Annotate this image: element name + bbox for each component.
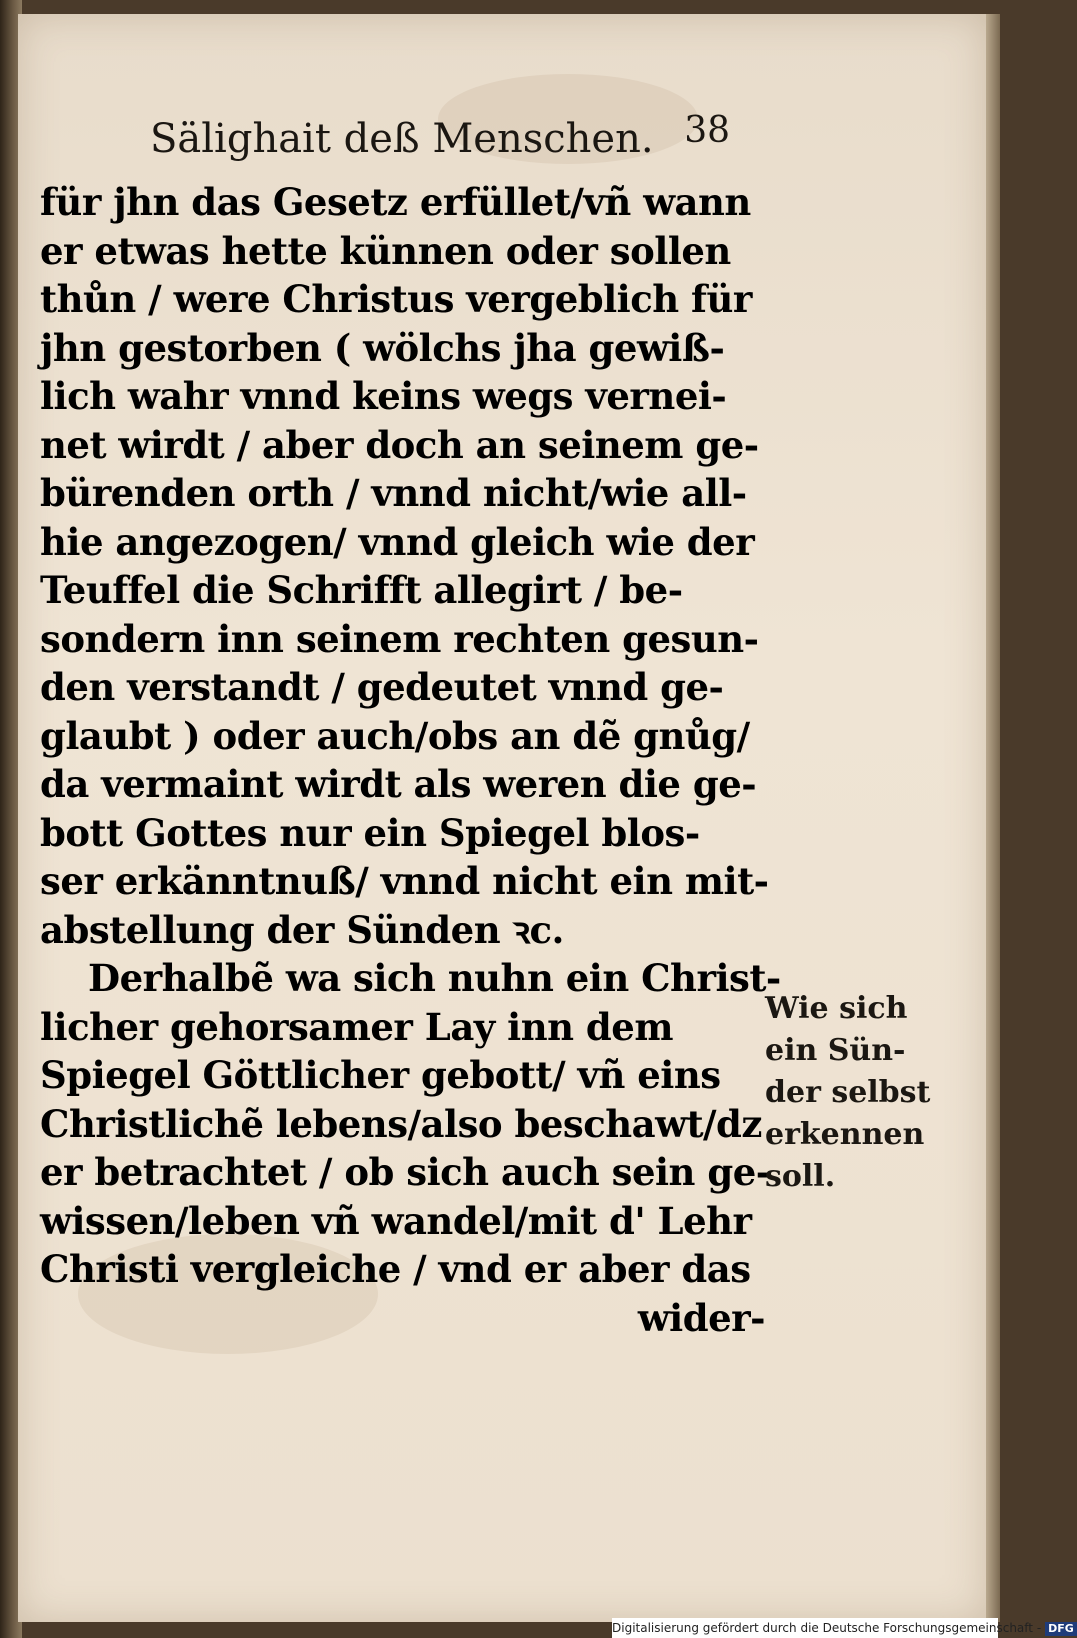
digitization-credit [612,1618,1074,1638]
marginal-note-line: erkennen [765,1117,925,1152]
text-line: er etwas hette künnen oder sollen [40,228,731,273]
text-line: den verstandt / gedeutet vnnd ge- [40,665,724,709]
paragraph-start-line: Derhalbẽ wa sich nuhn ein Christ- [88,956,781,1000]
text-line: Spiegel Göttlicher gebott/ vñ eins [40,1053,721,1097]
text-line: thůn / were Christus vergeblich für [40,277,752,321]
text-line: er betrachtet / ob sich auch sein ge- [40,1150,771,1194]
catchword: wider- [637,1295,765,1340]
text-line: bürenden orth / vnnd nicht/wie all- [40,471,747,515]
marginal-note-line: der selbst [765,1075,931,1110]
text-line: bott Gottes nur ein Spiegel blos- [40,810,700,855]
text-line: sondern inn seinem rechten gesun- [40,616,759,661]
credit-text: Digitalisierung gefördert durch die Deutsche Forschungsgemeinschaft - [612,1621,1042,1635]
text-line: da vermaint wirdt als weren die ge- [40,762,757,806]
text-line: hie angezogen/ vnnd gleich wie der [40,519,755,564]
text-line: Christi vergleiche / vnd er aber das [40,1247,751,1291]
running-header [150,110,730,176]
marginal-note [765,988,935,1198]
marginal-note-line: ein Sün- [765,1033,906,1068]
dfg-logo: DFG [1045,1622,1077,1636]
text-line: licher gehorsamer Lay inn dem [40,1004,673,1049]
running-title: Sälighait deß Menschen. [150,116,654,162]
marginal-note-line: Wie sich [765,991,908,1026]
text-line: ser erkänntnuß/ vnnd nicht ein mit- [40,859,769,903]
text-line: lich wahr vnnd keins wegs vernei- [40,374,727,418]
text-line: abstellung der Sünden ꝛc. [40,907,564,952]
text-line: für jhn das Gesetz erfüllet/vñ wann [40,180,751,224]
text-line: jhn gestorben ( wölchs jha gewiß- [40,325,725,370]
page-edge [986,14,1000,1622]
marginal-note-line: soll. [765,1159,836,1194]
page-number: 38 [684,110,730,151]
text-line: net wirdt / aber doch an seinem ge- [40,422,759,467]
text-line: wissen/leben vñ wandel/mit d' Lehr [40,1198,752,1243]
body-text [40,178,781,1342]
text-line: glaubt ) oder auch/obs an dẽ gnůg/ [40,713,750,758]
text-line: Teuffel die Schrifft allegirt / be- [40,568,683,612]
text-line: Christlichẽ lebens/also beschawt/dz [40,1101,762,1146]
